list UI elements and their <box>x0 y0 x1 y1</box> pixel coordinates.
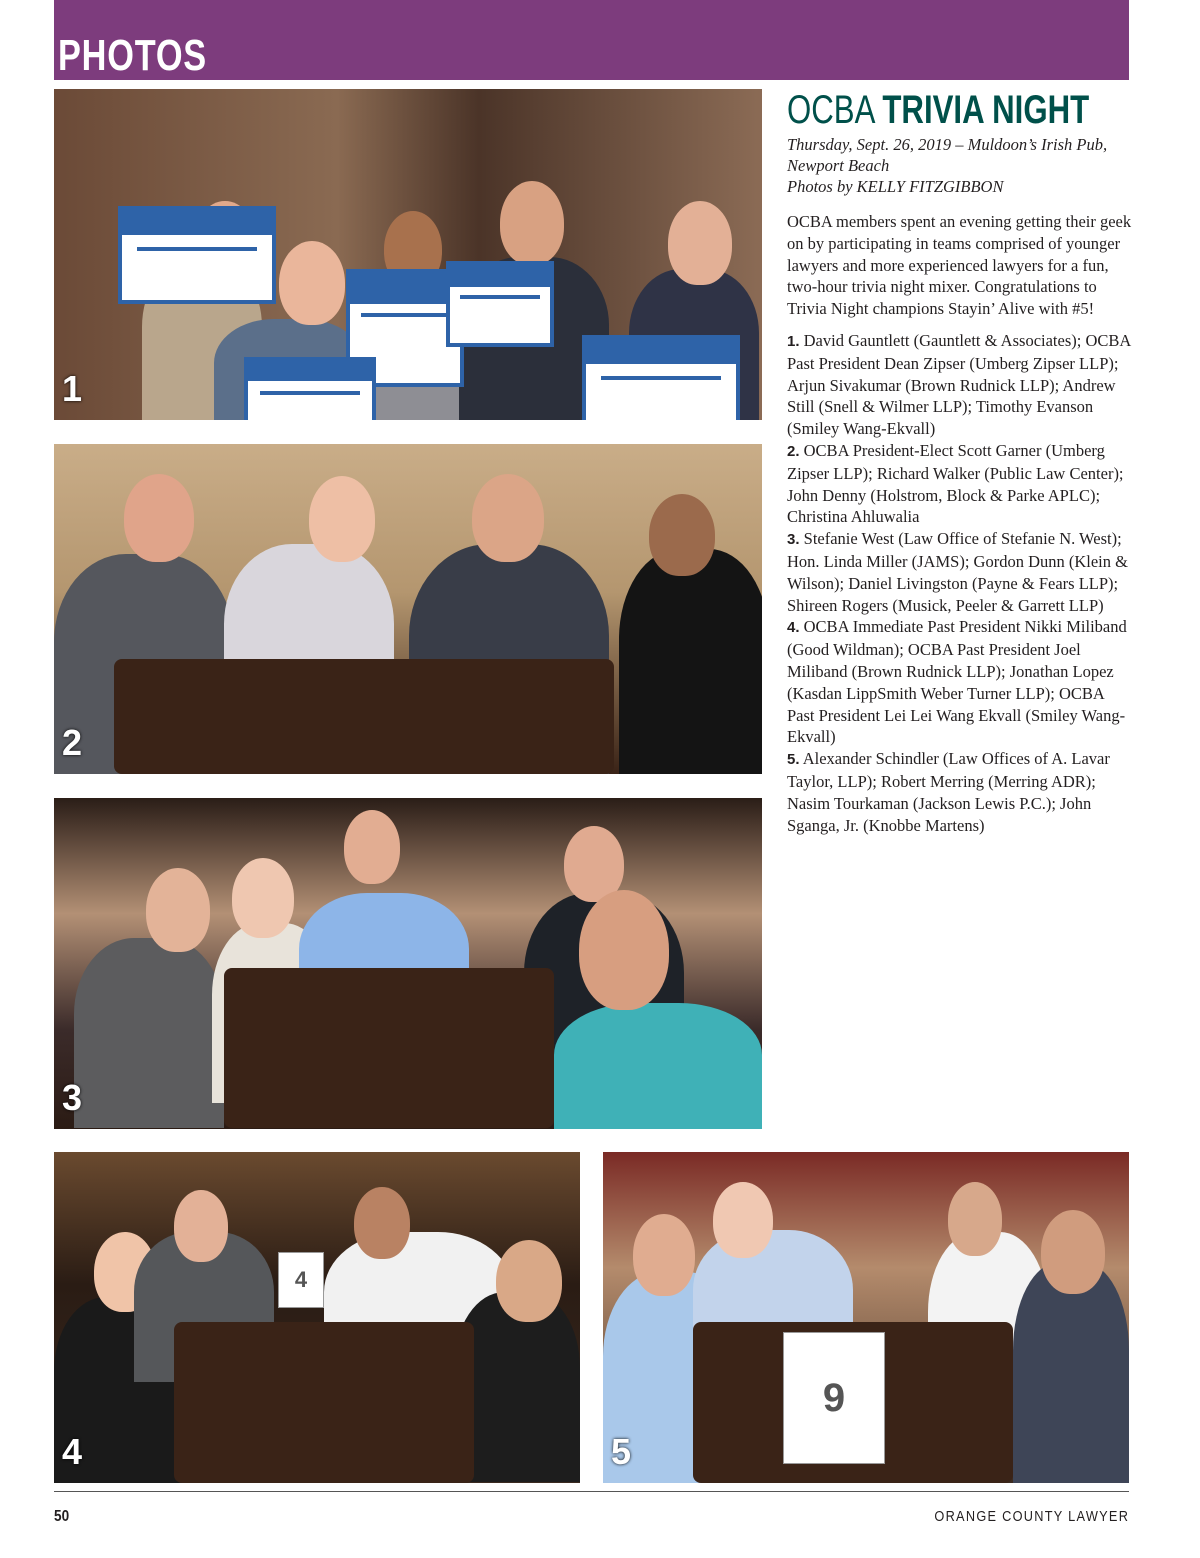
caption-text: Alexander Schindler (Law Offices of A. Lavar Taylor, LLP); Robert Merring (Merring ADR); Nasim Tourkaman (Jackson Lewis P.C.); John Sganga, Jr. (Knobbe Martens) <box>787 749 1110 835</box>
photo-5 <box>603 1152 1129 1483</box>
photo-4 <box>54 1152 580 1483</box>
caption-text: OCBA President-Elect Scott Garner (Umberg Zipser LLP); Richard Walker (Public Law Center); John Denny (Holstrom, Block & Parke APLC); Christina Ahluwalia <box>787 440 1124 527</box>
caption-text: Stefanie West (Law Office of Stefanie N. West); Hon. Linda Miller (JAMS); Gordon Dunn (Klein & Wilson); Daniel Livingston (Payne & Fears LLP); Shireen Rogers (Musick, Peeler & Garrett LLP) <box>787 529 1128 615</box>
title-main: TRIVIA NIGHT <box>882 88 1090 132</box>
header-bar <box>54 0 1129 80</box>
photo-credit: Photos by KELLY FITZGIBBON <box>787 177 1004 196</box>
article-title <box>787 88 1090 132</box>
photo-number: 4 <box>62 1431 83 1472</box>
photo-1 <box>54 89 762 420</box>
caption-number: 4. <box>787 619 800 637</box>
caption-item <box>787 528 1132 616</box>
photo-3 <box>54 798 762 1129</box>
caption-item <box>787 616 1132 748</box>
article <box>787 88 1132 836</box>
caption-text: David Gauntlett (Gauntlett & Associates); OCBA Past President Dean Zipser (Umberg Zipser LLP); Arjun Sivakumar (Brown Rudnick LLP); Andrew Still (Snell & Wilmer LLP); Timothy Evanson (Smiley Wang-Ekvall) <box>787 330 1131 439</box>
magazine-name: ORANGE COUNTY LAWYER <box>934 1508 1129 1525</box>
table-number-card: 9 <box>783 1332 885 1464</box>
footer-rule <box>54 1491 1129 1492</box>
photo-number: 3 <box>62 1077 83 1118</box>
photo-2 <box>54 444 762 774</box>
photo-number: 5 <box>611 1431 632 1472</box>
caption-item <box>787 748 1132 836</box>
caption-number: 2. <box>787 442 800 460</box>
caption-item <box>787 440 1132 528</box>
section-label: PHOTOS <box>58 31 207 80</box>
caption-text: OCBA Immediate Past President Nikki Miliband (Good Wildman); OCBA Past President Joel Miliband (Brown Rudnick LLP); Jonathan Lopez (Kasdan LippSmith Weber Turner LLP); OCBA Past President Lei Lei Wang Ekvall (Smiley Wang-Ekvall) <box>787 617 1127 747</box>
caption-number: 1. <box>787 332 800 350</box>
page-number: 50 <box>54 1508 70 1525</box>
title-prefix: OCBA <box>787 88 883 132</box>
photo-number: 2 <box>62 722 83 763</box>
caption-number: 3. <box>787 531 800 549</box>
intro-paragraph: OCBA members spent an evening getting their geek on by participating in teams comprised of younger lawyers and more experienced lawyers for a fun, two-hour trivia night mixer. Congratulations to Trivia Night champions Stayin’ Alive with #5! <box>787 212 1132 319</box>
photo-number: 1 <box>62 368 83 409</box>
caption-item <box>787 330 1132 440</box>
dateline <box>787 134 1132 197</box>
table-number-card: 4 <box>278 1252 324 1308</box>
event-date-location: Thursday, Sept. 26, 2019 – Muldoon’s Irish Pub, Newport Beach <box>787 135 1108 175</box>
caption-list <box>787 330 1132 836</box>
caption-number: 5. <box>787 751 800 769</box>
